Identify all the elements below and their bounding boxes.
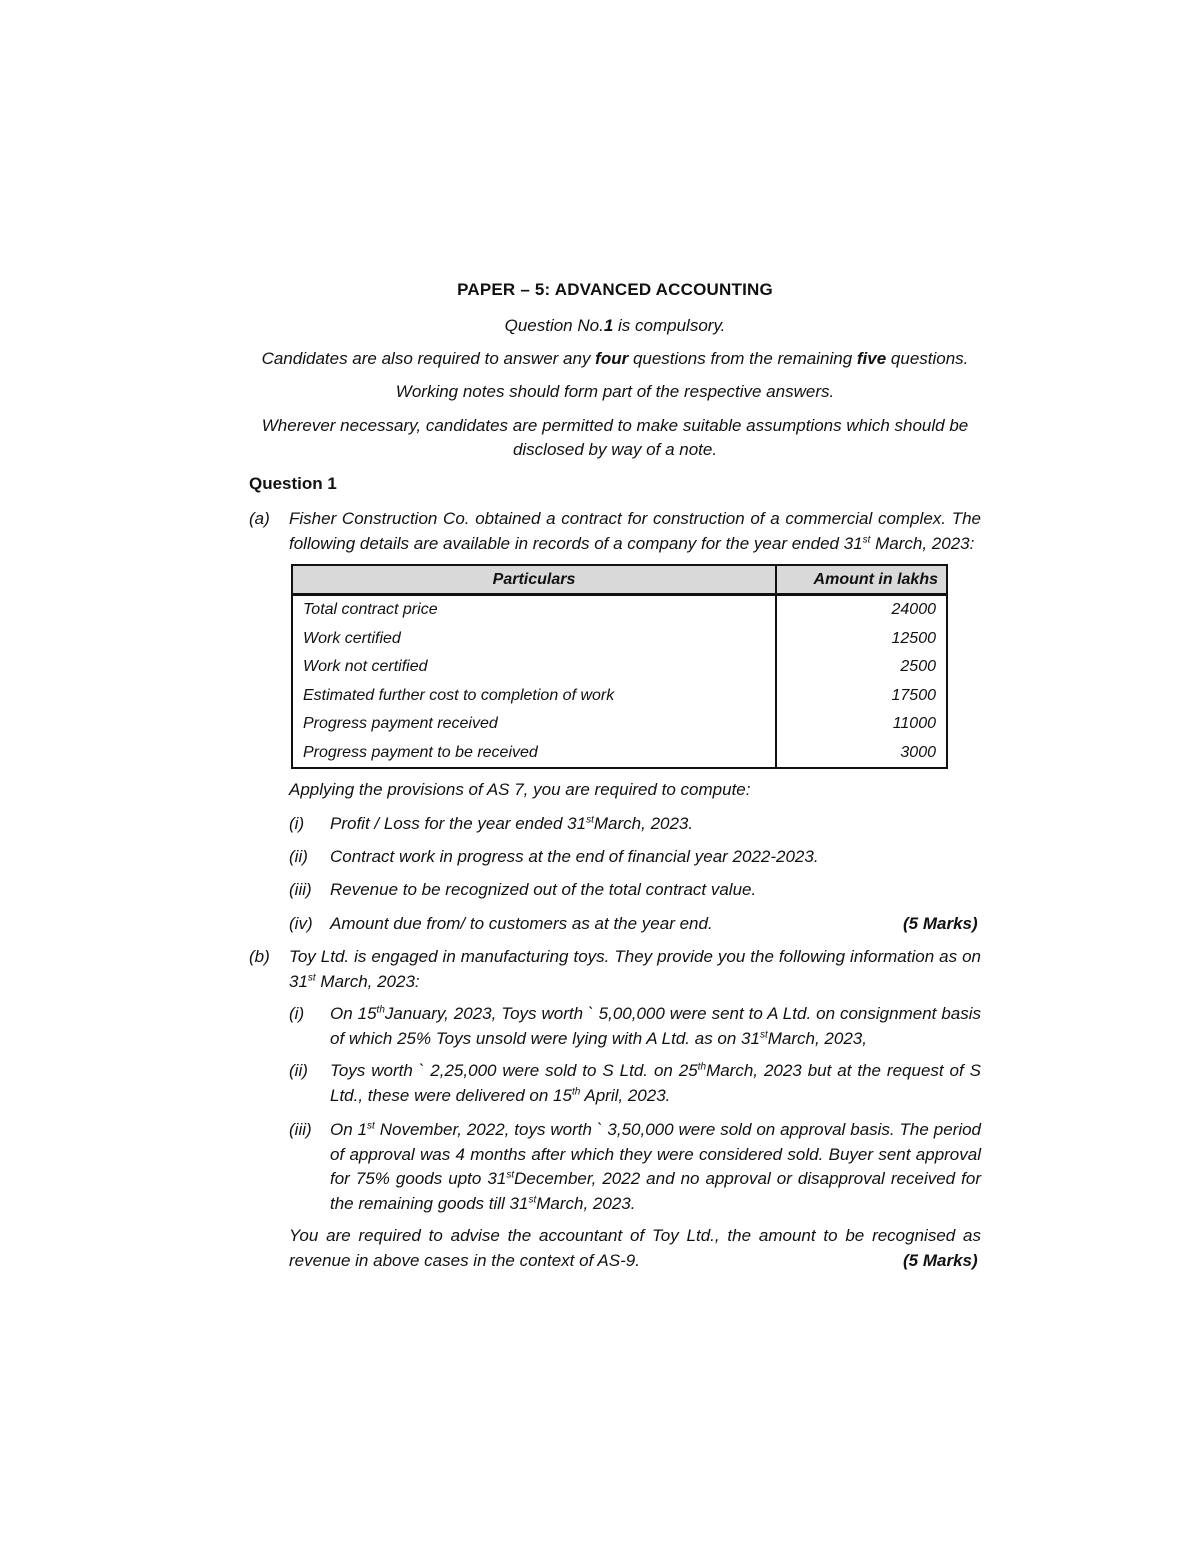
item-text: April, 2023.	[580, 1085, 671, 1105]
item-text: December, 2022 and no approval or disapproval received for the remaining goods till 31	[330, 1169, 981, 1213]
item-number: (ii)	[289, 1061, 308, 1080]
item-number: (iii)	[289, 880, 312, 899]
paper-title: PAPER – 5: ADVANCED ACCOUNTING	[457, 280, 773, 299]
item-text: March, 2023,	[767, 1028, 867, 1048]
item-text: March, 2023.	[536, 1193, 636, 1213]
table-cell-particular: Progress payment received	[292, 710, 776, 739]
superscript: th	[697, 1061, 707, 1073]
table-cell-particular: Progress payment to be received	[292, 739, 776, 769]
intro-text: March, 2023:	[315, 971, 420, 991]
instruction-bold: five	[856, 349, 887, 368]
item-text: On 1	[330, 1120, 368, 1139]
part-b-label: (b)	[249, 947, 270, 966]
intro-text: Toy Ltd. is engaged in manufacturing toys. They provide you the following information as on 31	[289, 947, 981, 991]
table-cell-particular: Total contract price	[292, 595, 776, 625]
item-text: On 15	[330, 1004, 377, 1023]
table-cell-particular: Estimated further cost to completion of work	[292, 682, 776, 711]
superscript: th	[571, 1085, 581, 1097]
table-row	[292, 739, 947, 769]
superscript: st	[586, 814, 594, 826]
intro-text: March, 2023:	[870, 533, 975, 553]
instruction-line: Wherever necessary, candidates are permitted to make suitable assumptions which should be	[261, 416, 969, 435]
part-a-instruction: Applying the provisions of AS 7, you are required to compute:	[289, 780, 751, 799]
table-header-row	[292, 565, 947, 595]
table-row	[292, 653, 947, 682]
superscript: st	[506, 1169, 515, 1181]
instruction-text: Question No.	[504, 316, 604, 335]
contract-details-table	[291, 564, 948, 769]
instruction-text: questions.	[886, 349, 969, 368]
table-row	[292, 682, 947, 711]
superscript: st	[759, 1028, 768, 1040]
instruction-text: questions from the remaining	[628, 349, 857, 368]
item-number: (i)	[289, 1004, 305, 1023]
part-b-marks: (5 Marks)	[903, 1251, 978, 1270]
table-cell-amount: 2500	[900, 658, 936, 676]
table-cell-amount: 17500	[891, 686, 936, 704]
item-text: March, 2023 but at the request of S Ltd., these were delivered on 15	[330, 1061, 982, 1105]
item-text: Toys worth ` 2,25,000 were sold to S Ltd. on 25	[330, 1061, 698, 1080]
part-b-intro	[289, 945, 981, 994]
item-number: (iii)	[289, 1120, 312, 1139]
table-row	[292, 625, 947, 654]
part-b-item-ii	[330, 1059, 981, 1108]
part-a-item-i	[330, 812, 981, 837]
instruction-assumptions	[180, 414, 1050, 462]
part-a-item-ii: Contract work in progress at the end of financial year 2022-2023.	[330, 847, 819, 866]
superscript: st	[367, 1120, 375, 1132]
table-cell-particular: Work certified	[292, 625, 776, 654]
part-a-marks: (5 Marks)	[903, 914, 978, 933]
instruction-line: disclosed by way of a note.	[512, 440, 718, 459]
superscript: th	[376, 1004, 385, 1016]
table-cell-amount: 12500	[891, 629, 936, 647]
item-text: November, 2022, toys worth ` 3,50,000 were sold on approval basis. The period of approval was 4 months after which they were considered sold. Buyer sent approval for 75% goods upto 31	[330, 1120, 982, 1188]
question-heading: Question 1	[249, 474, 337, 493]
part-a-item-iii: Revenue to be recognized out of the total contract value.	[330, 880, 757, 899]
item-text: March, 2023.	[593, 814, 694, 833]
part-b-item-iii	[330, 1118, 981, 1216]
table-cell-amount: 3000	[900, 743, 936, 761]
part-a-item-iv: Amount due from/ to customers as at the year end.	[330, 914, 713, 933]
part-b-item-i	[330, 1002, 981, 1051]
item-number: (ii)	[289, 847, 308, 866]
intro-text: Fisher Construction Co. obtained a contract for construction of a commercial complex. The following details are available in records of a company for the year ended 31	[289, 509, 981, 553]
instruction-text: is compulsory.	[613, 316, 726, 335]
instruction-compulsory	[200, 314, 1030, 338]
table-header-amount: Amount in lakhs	[776, 565, 947, 595]
instruction-answer-any	[180, 347, 1050, 371]
superscript: st	[528, 1193, 537, 1205]
item-number: (iv)	[289, 914, 313, 933]
superscript: st	[862, 533, 871, 545]
instruction-text: Candidates are also required to answer any	[261, 349, 596, 368]
table-row	[292, 595, 947, 625]
part-b-closing: You are required to advise the accountant of Toy Ltd., the amount to be recognised as revenue in above cases in the context of AS-9.	[289, 1226, 981, 1270]
instruction-bold: four	[595, 349, 629, 368]
table-cell-amount: 24000	[891, 601, 936, 619]
table-cell-particular: Work not certified	[292, 653, 776, 682]
item-number: (i)	[289, 814, 305, 833]
item-text: January, 2023, Toys worth ` 5,00,000 were sent to A Ltd. on consignment basis of which 25% Toys unsold were lying with A Ltd. as on 31	[330, 1004, 982, 1048]
superscript: st	[307, 971, 316, 983]
item-text: Profit / Loss for the year ended 31	[330, 814, 587, 833]
instruction-bold: 1	[603, 316, 614, 335]
part-a-intro	[289, 507, 981, 556]
table-cell-amount: 11000	[892, 715, 936, 733]
instruction-working-notes: Working notes should form part of the respective answers.	[395, 382, 835, 401]
table-header-particulars: Particulars	[292, 565, 776, 595]
table-row	[292, 710, 947, 739]
part-a-label: (a)	[249, 509, 270, 528]
